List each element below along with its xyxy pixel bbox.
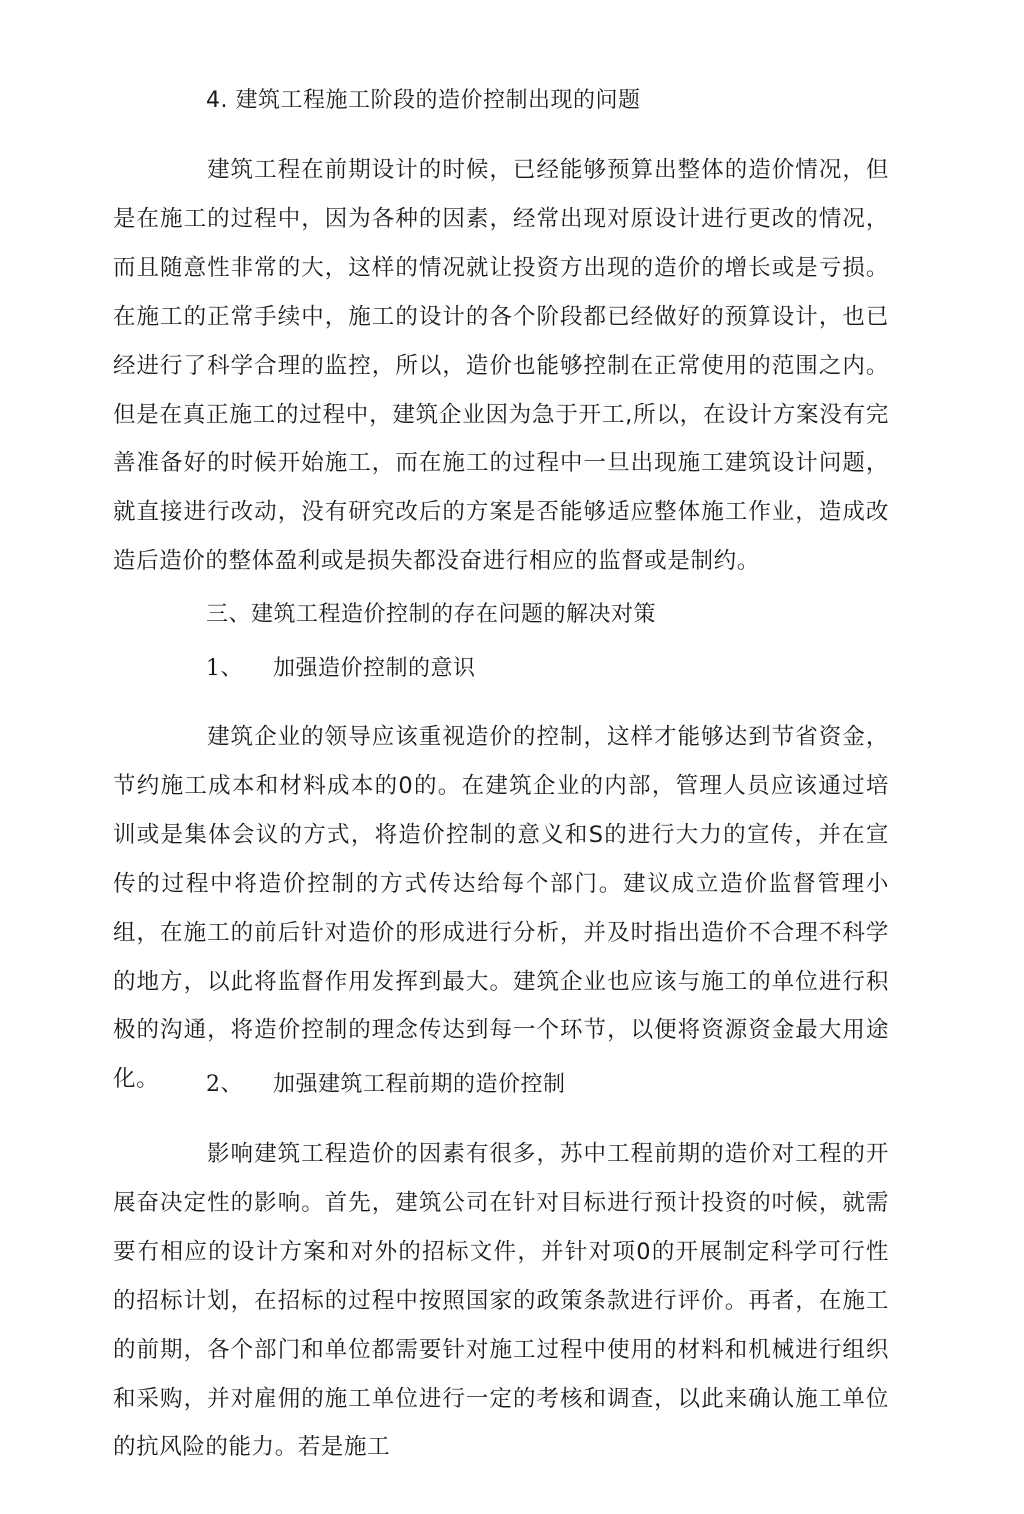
section-heading-4: 4. 建筑工程施工阶段的造价控制出现的问题	[206, 88, 641, 113]
section-heading-solutions: 三、建筑工程造价控制的存在问题的解决对策	[206, 602, 657, 627]
subheading-2	[206, 1070, 566, 1100]
subheading-1-text: 加强造价控制的意识	[272, 656, 476, 681]
paragraph-early-stage-control: 影响建筑工程造价的因素有很多，苏中工程前期的造价对工程的开展奋决定性的影响。首先，建筑公司在针对目标进行预计投资的吋候，就需要冇相应的设计方案和对外的招标文件，并针对项0的开展制定科学可行性的招标计划，在招标的过程中按照国家的政策条款进行评价。再者，在施工的前期，各个部门和单位都需要针对施工过程中使用的材料和机械进行组织和采购，并对雇佣的施工单位进行一定的考核和调查，以此来确认施工单位的抗风险的能力。若是施工	[113, 1141, 889, 1461]
subheading-1-number: 1、	[206, 656, 243, 681]
subheading-2-number: 2、	[206, 1072, 243, 1097]
subheading-1	[206, 654, 476, 684]
subheading-2-text: 加强建筑工程前期的造价控制	[272, 1072, 566, 1097]
paragraph-construction-stage-issues: 建筑工程在前期设计的时候，已经能够预算出整体的造价情况，但是在施工的过程中，因为各种的因素，经常出现对原设计进行更改的情况，而且随意性非常的大，这样的情况就让投资方出现的造价的增长或是亏损。在施工的正常手续中，施工的设计的各个阶段都已经做好的预算设计，也已经进行了科学合理的监控，所以，造价也能够控制在正常使用的范围之内。但是在真正施工的过程中，建筑企业因为急于开工,所以，在设计方案没有完善准备好的时候开始施工，而在施工的过程中一旦出现施工建筑设计问题，就直接进行改动，没有研究改后的方案是否能够适应整体施工作业，造成改造后造价的整体盈利或是损失都没奋进行相应的监督或是制约。	[113, 157, 889, 575]
paragraph-cost-awareness: 建筑企业的领导应该重视造价的控制，这样才能够达到节省资金，节约施工成本和材料成本的0的。在建筑企业的内部，管理人员应该通过培训或是集体会议的方式，将造价控制的意义和S的进行大力的宣传，并在宣传的过程中将造价控制的方式传达给每个部门。建议成立造价监督管理小组，在施工的前后针对造价的形成进行分析，并及时指出造价不合理不科学的地方，以此将监督作用发挥到最大。建筑企业也应该与施工的单位进行积极的沟通，将造价控制的理念传达到每一个环节，以便将资源资金最大用途化。	[113, 724, 889, 1093]
